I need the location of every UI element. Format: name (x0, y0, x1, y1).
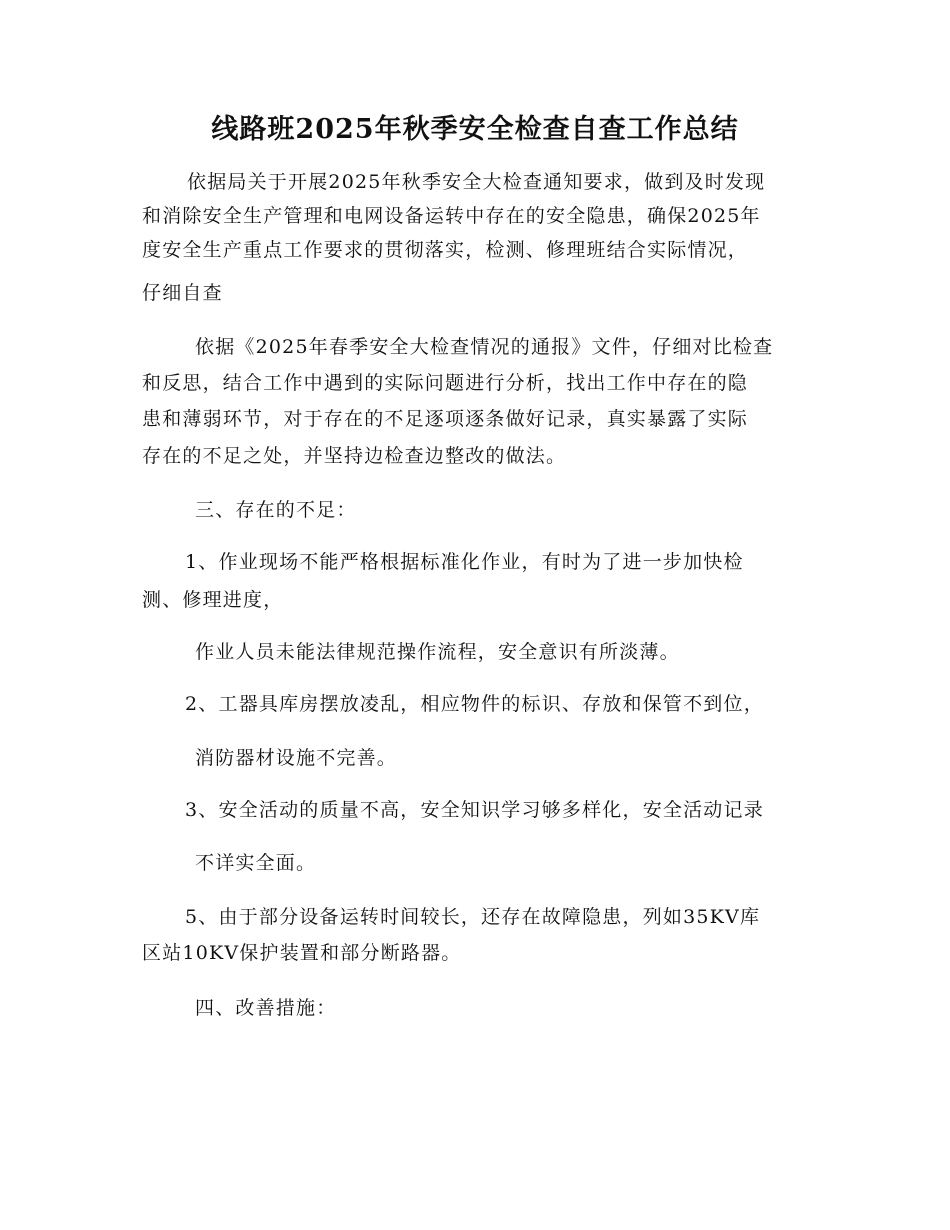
section3-heading: 三、存在的不足： (195, 499, 357, 521)
paragraph1-line1: 依据局关于开展2025年秋季安全大检查通知要求，做到及时发现 (187, 171, 766, 193)
item1-line1: 1、作业现场不能严格根据标准化作业，有时为了进一步加快检 (185, 551, 744, 573)
paragraph1-line2: 和消除安全生产管理和电网设备运转中存在的安全隐患，确保2025年 (142, 205, 761, 227)
section4-heading: 四、改善措施： (195, 997, 337, 1019)
document-title: 线路班2025年秋季安全检查自查工作总结 (211, 114, 739, 145)
paragraph1-line3: 度安全生产重点工作要求的贯彻落实，检测、修理班结合实际情况， (142, 239, 749, 261)
item3-line1: 3、安全活动的质量不高，安全知识学习够多样化，安全活动记录 (185, 799, 764, 821)
item5-line2: 区站10KV保护装置和部分断路器。 (142, 942, 462, 964)
paragraph2-line4: 存在的不足之处，并坚持边检查边整改的做法。 (142, 445, 567, 467)
item2-continuation: 消防器材设施不完善。 (195, 747, 398, 769)
item5-line1: 5、由于部分设备运转时间较长，还存在故障隐患，列如35KV库 (185, 906, 761, 928)
item3-continuation: 不详实全面。 (195, 852, 317, 874)
item1-continuation: 作业人员未能法律规范操作流程，安全意识有所淡薄。 (195, 641, 680, 663)
paragraph2-line2: 和反思，结合工作中遇到的实际问题进行分析，找出工作中存在的隐 (142, 372, 749, 394)
item1-line2: 测、修理进度， (142, 589, 284, 611)
paragraph2-line3: 患和薄弱环节，对于存在的不足逐项逐条做好记录，真实暴露了实际 (142, 408, 749, 430)
paragraph2-line1: 依据《2025年春季安全大检查情况的通报》文件，仔细对比检查 (195, 336, 774, 358)
paragraph1-line4: 仔细自查 (142, 282, 223, 304)
item2-line1: 2、工器具库房摆放凌乱，相应物件的标识、存放和保管不到位， (185, 693, 764, 715)
